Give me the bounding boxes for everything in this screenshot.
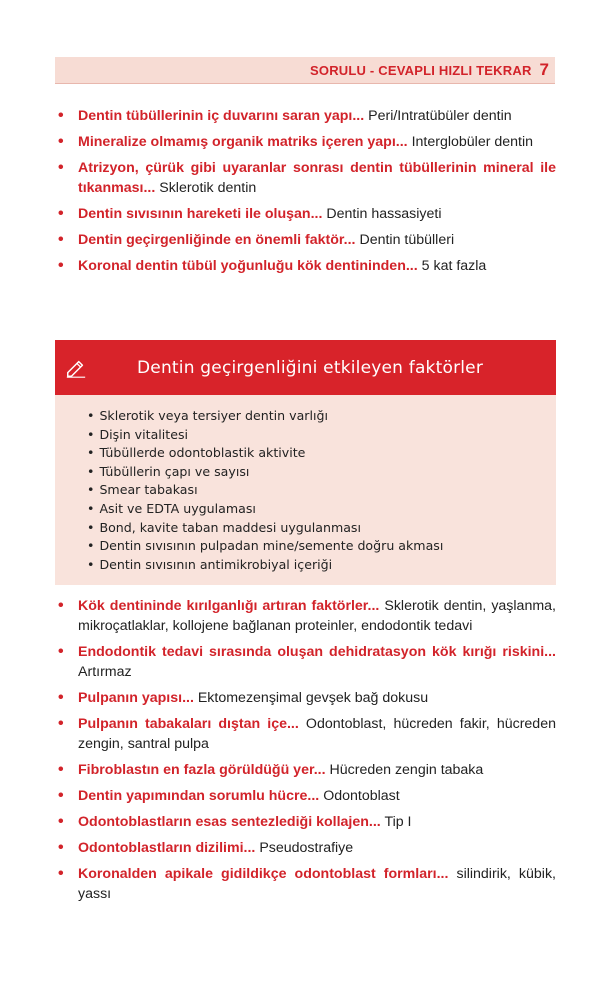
list-item <box>56 786 556 806</box>
answer: Dentin tübülleri <box>359 232 455 248</box>
header-title: SORULU - CEVAPLI HIZLI TEKRAR <box>310 62 532 78</box>
factor-item: • Tübüllerde odontoblastik aktivite <box>87 444 556 463</box>
question: Koronal dentin tübül yoğunluğu kök dentininden... <box>78 258 418 274</box>
list-item <box>56 812 556 832</box>
question: Pulpanın tabakaları dıştan içe... <box>78 716 299 732</box>
answer: Dentin hassasiyeti <box>326 206 442 222</box>
list-item <box>56 760 556 780</box>
answer: Sklerotik dentin, yaşlanma, mikroçatlaklar, kollojene bağlanan proteinler, endodontik tedavi <box>78 598 556 634</box>
answer: Odontoblast, hücreden fakir, hücreden zengin, santral pulpa <box>78 716 556 752</box>
list-item <box>56 838 556 858</box>
list-item <box>56 132 556 152</box>
question: Kök dentininde kırılganlığı artıran faktörler... <box>78 598 380 614</box>
answer: Artırmaz <box>78 664 132 680</box>
answer: Sklerotik dentin <box>159 180 257 196</box>
factor-item: • Bond, kavite taban maddesi uygulanması <box>87 519 556 538</box>
answer: Interglobüler dentin <box>411 134 534 150</box>
question: Odontoblastların esas sentezlediği kollajen... <box>78 814 381 830</box>
list-item <box>56 596 556 636</box>
factor-item: • Dentin sıvısının antimikrobiyal içeriği <box>87 556 556 575</box>
question: Dentin yapımından sorumlu hücre... <box>78 788 320 804</box>
list-item <box>56 642 556 682</box>
factors-box <box>55 395 556 585</box>
list-item <box>56 106 556 126</box>
factor-item: • Sklerotik veya tersiyer dentin varlığı <box>87 407 556 426</box>
question: Dentin tübüllerinin iç duvarını saran yapı... <box>78 108 365 124</box>
qa-list-top <box>56 106 556 282</box>
list-item <box>56 158 556 198</box>
list-item <box>56 230 556 250</box>
answer: Ektomezenşimal gevşek bağ dokusu <box>197 690 429 706</box>
question: Dentin geçirgenliğinde en önemli faktör... <box>78 232 356 248</box>
factors-box-title: Dentin geçirgenliğini etkileyen faktörler <box>137 357 484 378</box>
answer: silindirik, kübik, yassı <box>78 866 556 902</box>
factor-item: • Tübüllerin çapı ve sayısı <box>87 463 556 482</box>
question: Pulpanın yapısı... <box>78 690 194 706</box>
page-number: 7 <box>539 60 549 79</box>
page-header <box>55 57 555 84</box>
question: Dentin sıvısının hareketi ile oluşan... <box>78 206 323 222</box>
list-item <box>56 256 556 276</box>
answer: Pseudostrafiye <box>259 840 354 856</box>
question: Atrizyon, çürük gibi uyaranlar sonrası dentin tübüllerinin mineral ile tıkanması... <box>78 160 556 196</box>
question: Mineralize olmamış organik matriks içeren yapı... <box>78 134 408 150</box>
list-item <box>56 204 556 224</box>
question: Odontoblastların dizilimi... <box>78 840 256 856</box>
list-item <box>56 864 556 904</box>
pencil-icon <box>65 357 87 379</box>
factors-box-header <box>55 340 556 395</box>
qa-list-bottom <box>56 596 556 910</box>
question: Fibroblastın en fazla görüldüğü yer... <box>78 762 326 778</box>
list-item <box>56 688 556 708</box>
list-item <box>56 714 556 754</box>
factor-item: • Dentin sıvısının pulpadan mine/semente doğru akması <box>87 537 556 556</box>
factor-item: • Dişin vitalitesi <box>87 426 556 445</box>
answer: Tip I <box>384 814 412 830</box>
answer: Hücreden zengin tabaka <box>329 762 484 778</box>
question: Koronalden apikale gidildikçe odontoblast formları... <box>78 866 449 882</box>
answer: 5 kat fazla <box>421 258 487 274</box>
question: Endodontik tedavi sırasında oluşan dehidratasyon kök kırığı riskini... <box>78 644 556 660</box>
factor-item: • Smear tabakası <box>87 481 556 500</box>
factors-list <box>55 395 556 574</box>
answer: Odontoblast <box>323 788 400 804</box>
answer: Peri/Intratübüler dentin <box>368 108 512 124</box>
factor-item: • Asit ve EDTA uygulaması <box>87 500 556 519</box>
